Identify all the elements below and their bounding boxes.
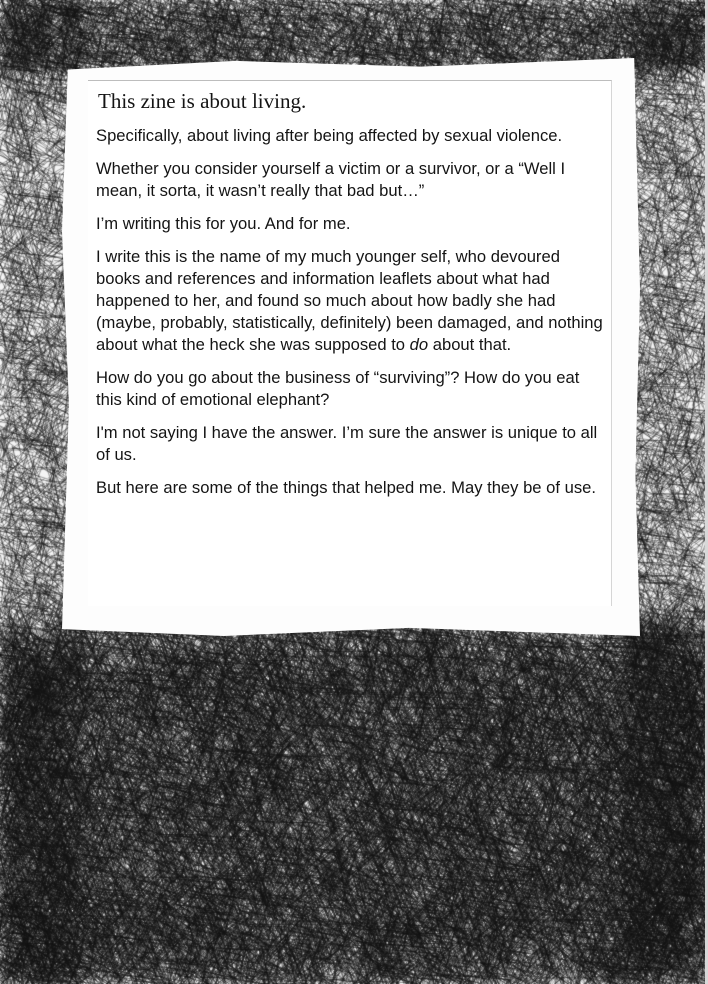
paragraph-1: Specifically, about living after being affected by sexual violence. bbox=[96, 126, 563, 145]
paragraph-5: How do you go about the business of “surviving”? How do you eat this kind of emotional elephant? bbox=[96, 368, 580, 409]
emphasis-do: do bbox=[409, 335, 429, 354]
paragraph-4: I write this is the name of my much younger self, who devoured books and references and information leaflets about what had happened to her, and found so much about how badly she had (maybe, probably, statistically, definitely) been damaged, and nothing about what the heck she was supposed to do about that. bbox=[96, 247, 603, 354]
paragraph-2: Whether you consider yourself a victim or a survivor, or a “Well I mean, it sorta, it wasn’t really that bad but…” bbox=[96, 159, 566, 200]
paragraph-3: I’m writing this for you. And for me. bbox=[96, 214, 351, 233]
zine-heading: This zine is about living. bbox=[98, 89, 307, 113]
paragraph-7: But here are some of the things that helped me. May they be of use. bbox=[96, 478, 596, 497]
paragraph-6: I'm not saying I have the answer. I’m sure the answer is unique to all of us. bbox=[96, 423, 598, 464]
zine-content bbox=[96, 88, 608, 510]
